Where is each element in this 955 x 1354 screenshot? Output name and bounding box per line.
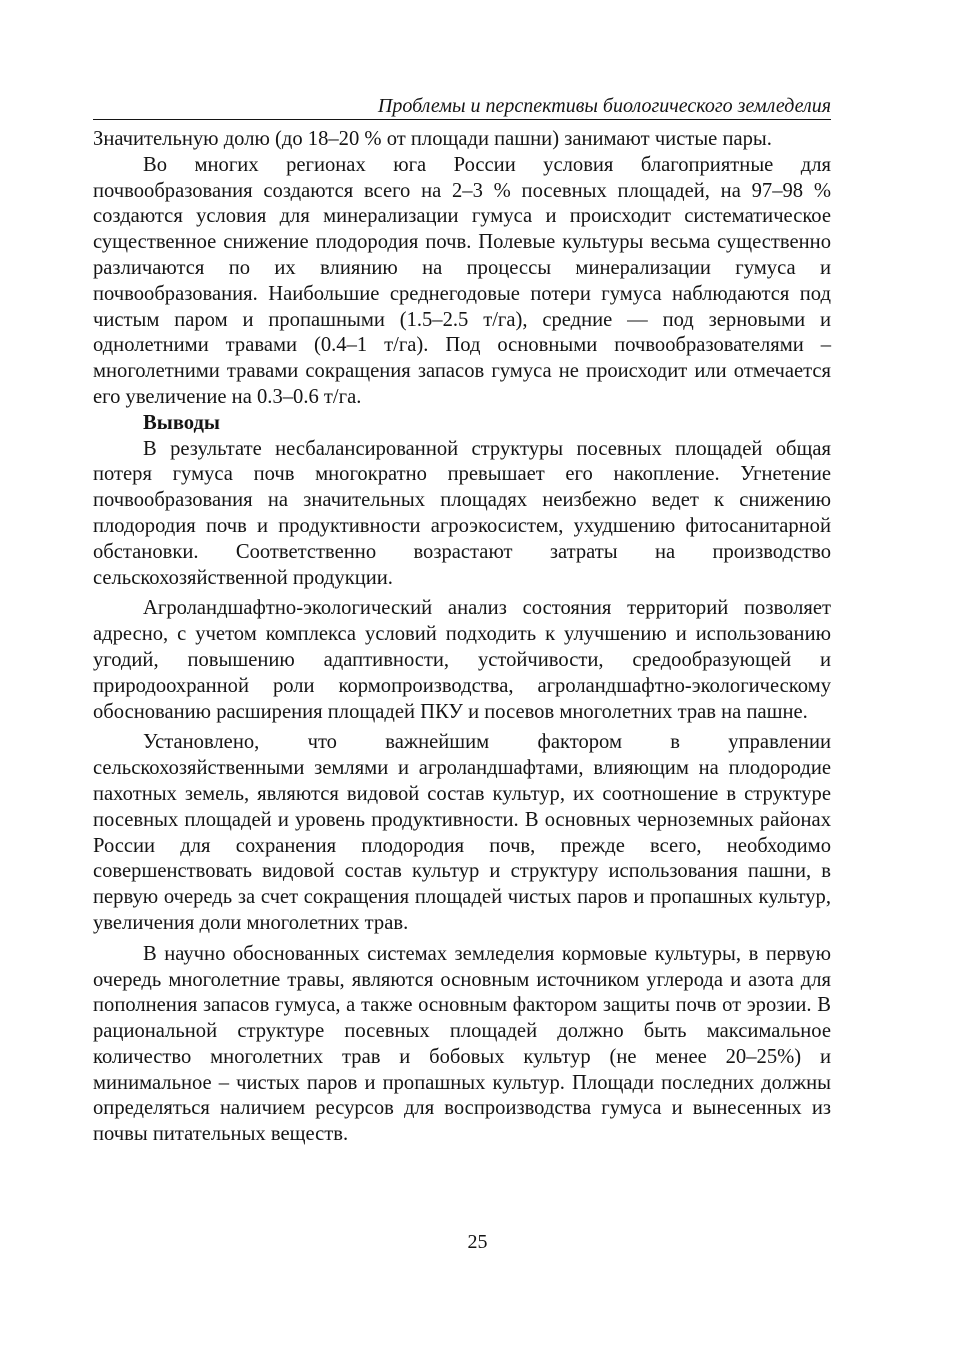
section-heading: Выводы	[143, 411, 220, 434]
paragraph: Агроландшафтно-экологический анализ состояния территорий позволяет адресно, с учетом комплекса условий подходить к улучшению и использованию угодий, повышению адаптивности, устойчивости, средообразующей и природоохранной роли кормопроизводства, агроландшафтно-экологическому обоснованию расширения площадей ПКУ и посевов многолетних трав на пашне.	[93, 597, 831, 723]
paragraph: Установлено, что важнейшим фактором в управлении сельскохозяйственными землями и агроландшафтами, влияющим на плодородие пахотных земель, являются видовой состав культур, их соотношение в структуре посевных площадей и уровень продуктивности. В основных черноземных районах России для сохранения плодородия почв, прежде всего, необходимо совершенствовать видовой состав культур и структуру использования пашни, в первую очередь за счет сокращения площадей чистых паров и пропашных культур, увеличения доли многолетних трав.	[93, 731, 831, 934]
running-header-title: Проблемы и перспективы биологического земледелия	[377, 95, 831, 117]
running-header	[93, 93, 831, 123]
page-body	[93, 127, 831, 1148]
header-rule	[93, 119, 831, 120]
paragraph: Во многих регионах юга России условия благоприятные для почвообразования создаются всего на 2–3 % посевных площадей, на 97–98 % создаются условия для минерализации гумуса и происходит систематическое существенное снижение плодородия почв. Полевые культуры весьма существенно различаются по их влиянию на процессы минерализации гумуса и почвообразования. Наибольшие среднегодовые потери гумуса наблюдаются под чистым паром и пропашными (1.5–2.5 т/га), средние — под зерновыми и однолетними травами (0.4–1 т/га). Под основными почвообразователями – многолетними травами сокращения запасов гумуса не происходит или отмечается его увеличение на 0.3–0.6 т/га.	[93, 153, 831, 408]
paragraph: Значительную долю (до 18–20 % от площади пашни) занимают чистые пары.	[93, 128, 772, 150]
paragraph: В результате несбалансированной структуры посевных площадей общая потеря гумуса почв многократно превышает его накопление. Угнетение почвообразования на значительных площадях неизбежно ведет к снижению плодородия почв и продуктивности агроэкосистем, ухудшению фитосанитарной обстановки. Соответственно возрастают затраты на производство сельскохозяйственной продукции.	[93, 437, 831, 589]
paragraph: В научно обоснованных системах земледелия кормовые культуры, в первую очередь многолетние травы, являются основным источником углерода и азота для пополнения запасов гумуса, а также основным фактором защиты почв от эрозии. В рациональной структуре посевных площадей должно быть максимальное количество многолетних трав и бобовых культур (не менее 20–25%) и минимальное – чистых паров и пропашных культур. Площади последних должны определяться наличием ресурсов для воспроизводства гумуса и вынесенных из почвы питательных веществ.	[93, 942, 831, 1146]
page-number: 25	[467, 1231, 488, 1253]
